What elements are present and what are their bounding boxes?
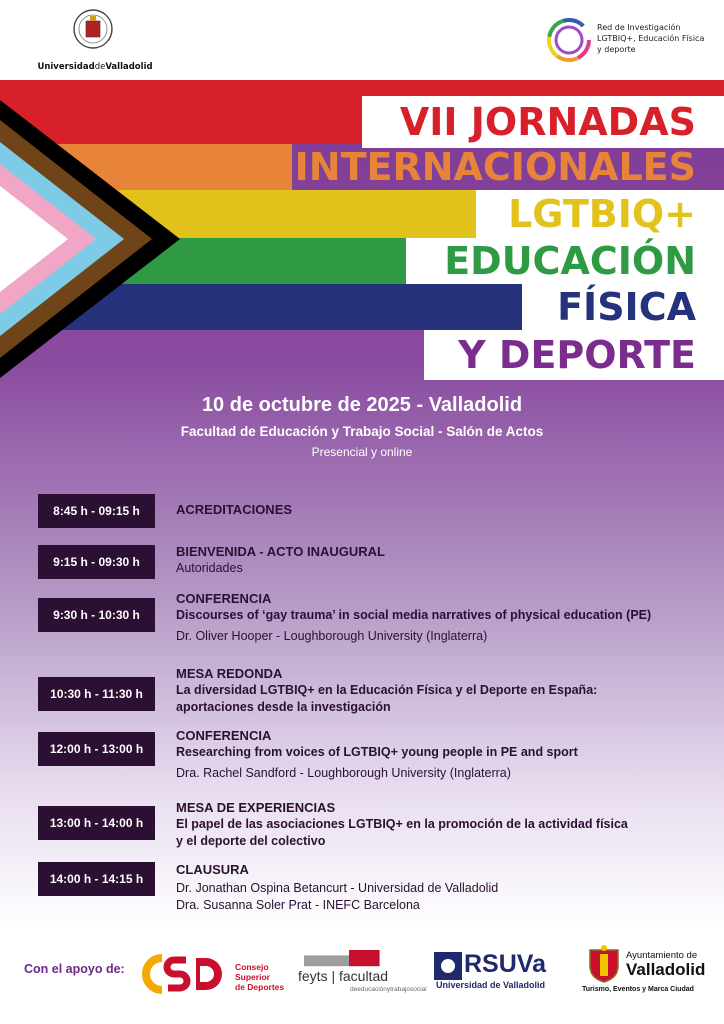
session-heading: CLAUSURA [176, 862, 249, 877]
feyts-name: feyts | facultad [298, 968, 389, 984]
feyts-subtitle: deeducaciónytrabajosocial [350, 986, 427, 993]
session-heading: CONFERENCIA [176, 591, 272, 606]
time-slot-1: 8:45 h - 09:15 h [38, 494, 155, 528]
session-1 [176, 501, 716, 518]
feyts-mark-icon [298, 950, 418, 968]
university-name: UniversidaddeValladolid [37, 62, 153, 72]
ayuntamiento-city: Valladolid [626, 960, 706, 979]
ayuntamiento-tagline: Turismo, Eventos y Marca Ciudad [582, 986, 694, 993]
csd-name: Consejo Superior de Deportes [235, 962, 285, 992]
ayuntamiento-logo [582, 942, 712, 1002]
header [0, 0, 724, 80]
progress-chevron-icon [0, 100, 180, 378]
rsuva-subtitle: Universidad de Valladolid [436, 980, 546, 990]
network-name: Red de Investigación LGTBIQ+, Educación Física y deporte [597, 23, 705, 54]
title-line-3: LGTBIQ+ [476, 190, 724, 238]
rsuva-name: RSUVa [464, 950, 546, 978]
session-2 [176, 543, 716, 577]
session-heading: CONFERENCIA [176, 728, 272, 743]
session-title: El papel de las asociaciones LGTBIQ+ en la promoción de la actividad física [176, 817, 628, 831]
session-title: La diversidad LGTBIQ+ en la Educación Física y el Deporte en España: [176, 683, 598, 697]
time-slot-7: 14:00 h - 14:15 h [38, 862, 155, 896]
title-line-5: FÍSICA [522, 284, 724, 330]
footer-sponsors [0, 940, 724, 1024]
title-line-4: EDUCACIÓN [406, 238, 724, 284]
title-line-6: Y DEPORTE [424, 330, 724, 380]
session-speaker: Dra. Rachel Sandford - Loughborough University (Inglaterra) [176, 766, 511, 780]
event-mode: Presencial y online [311, 445, 413, 459]
session-6 [176, 799, 716, 850]
session-title-cont: aportaciones desde la investigación [176, 700, 391, 714]
session-heading: MESA DE EXPERIENCIAS [176, 800, 336, 815]
event-venue: Facultad de Educación y Trabajo Social - Salón de Actos [180, 424, 544, 439]
time-slot-3: 9:30 h - 10:30 h [38, 598, 155, 632]
session-title-cont: y el deporte del colectivo [176, 834, 326, 848]
session-speaker: Dr. Oliver Hooper - Loughborough University (Inglaterra) [176, 629, 488, 643]
session-3 [176, 590, 716, 645]
rsuva-logo [432, 946, 572, 998]
event-date: 10 de octubre de 2025 - Valladolid [201, 394, 523, 416]
support-label: Con el apoyo de: [24, 962, 125, 976]
session-title: Discourses of ‘gay trauma’ in social media narratives of physical education (PE) [176, 608, 652, 622]
valladolid-shield-icon [586, 944, 622, 984]
title-line-1: VII JORNADAS [362, 96, 724, 148]
title-line-2: INTERNACIONALES [294, 145, 696, 189]
csd-logo [140, 948, 290, 998]
session-title: Researching from voices of LGTBIQ+ young people in PE and sport [176, 745, 578, 759]
session-7 [176, 861, 716, 914]
university-crest-icon [72, 8, 114, 54]
network-logo [545, 16, 715, 66]
session-5 [176, 727, 716, 782]
session-heading: MESA REDONDA [176, 666, 283, 681]
session-4 [176, 665, 716, 716]
rsuva-mark-icon [434, 952, 462, 980]
network-ring-icon [545, 16, 593, 64]
university-logo [30, 6, 160, 76]
time-slot-2: 9:15 h - 09:30 h [38, 545, 155, 579]
session-speaker: Autoridades [176, 561, 243, 575]
session-speaker-2: Dra. Susanna Soler Prat - INEFC Barcelona [176, 898, 420, 912]
session-speaker: Dr. Jonathan Ospina Betancurt - Universidad de Valladolid [176, 881, 499, 895]
time-slot-6: 13:00 h - 14:00 h [38, 806, 155, 840]
ayuntamiento-label: Ayuntamiento de [626, 950, 698, 961]
time-slot-4: 10:30 h - 11:30 h [38, 677, 155, 711]
time-slot-5: 12:00 h - 13:00 h [38, 732, 155, 766]
feyts-logo [298, 946, 427, 996]
session-heading: BIENVENIDA - ACTO INAUGURAL [176, 544, 385, 559]
csd-mark-icon [140, 952, 230, 996]
session-heading: ACREDITACIONES [176, 502, 293, 517]
